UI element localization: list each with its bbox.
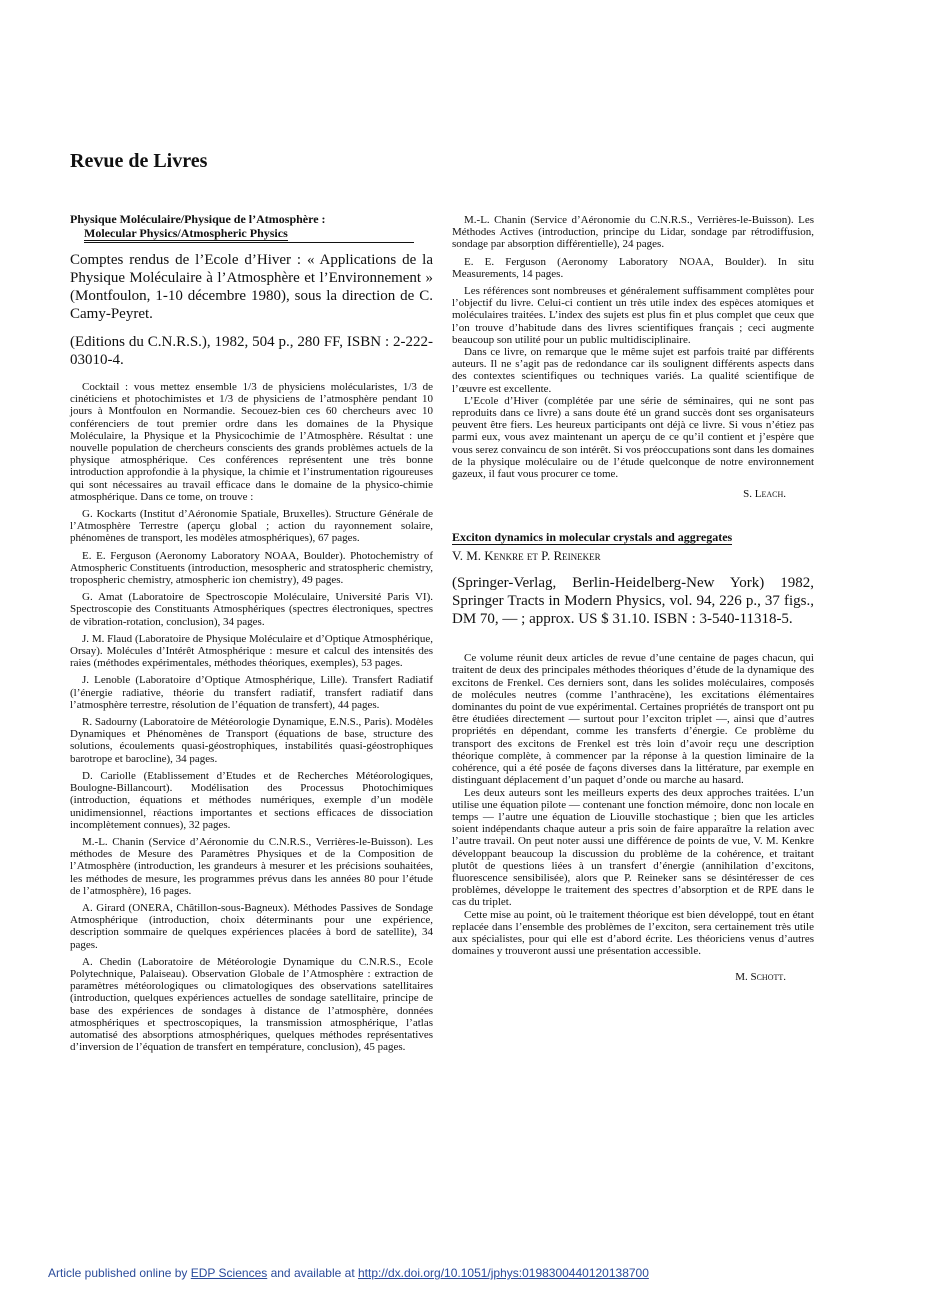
paragraph: J. Lenoble (Laboratoire d’Optique Atmosphérique, Lille). Transfert Radiatif (l’énergie radiative, théorie du transfert radiatif, transfert radiatif dans l’atmosphère terrestre, résolution de l’équation de transfert), 44 pages. — [70, 674, 433, 711]
section2-title-text: Exciton dynamics in molecular crystals and aggregates — [452, 530, 733, 545]
paragraph: G. Kockarts (Institut d’Aéronomie Spatiale, Bruxelles). Structure Générale de l’Atmosphère Terrestre (aperçu global ; action du rayonnement solaire, phénomènes de transport, les modèles atmosphériques), 67 pages. — [70, 508, 433, 545]
footer-doi-link[interactable]: http://dx.doi.org/10.1051/jphys:0198300440120138700 — [357, 1266, 649, 1280]
paragraph: E. E. Ferguson (Aeronomy Laboratory NOAA, Boulder). In situ Measurements, 14 pages. — [452, 255, 814, 280]
section1-signature: S. Leach. — [743, 488, 786, 501]
section2-body — [452, 652, 814, 957]
footer — [48, 1266, 649, 1280]
section1-entries — [70, 508, 433, 1053]
left-column — [70, 212, 433, 1058]
paragraph: D. Cariolle (Etablissement d’Etudes et de Recherches Météorologiques, Boulogne-Billancourt). Modélisation des Processus Photochimiques (introduction, équations et méthodes numériques, exemple d’un modèle unidimensionnel, réactions importantes et sections efficaces de dissociation incomplètement connues), 32 pages. — [70, 769, 433, 831]
section1-title — [70, 212, 433, 240]
section1-subtitle-text: Comptes rendus de l’Ecole d’Hiver : « Applications de la Physique Moléculaire à l’Atmosphère et l’Environnement » (Montfoulon, 1-10 décembre 1980), sous la direction de C. Camy-Peyret. — [70, 252, 433, 322]
paragraph: Les deux auteurs sont les meilleurs experts des deux approches traitées. L’un utilise une équation pilote — contenant une fonction mémoire, donc non locale en temps — l’autre une équation de Liouville stochastique ; bien que les articles soient indépendants chaque auteur a pris soin de faire apparaître la relation avec l’autre travail. On peut noter aussi une différence de points de vue, V. M. Kenkre développant beaucoup la discussion du problème de la cohérence, et traitant plutôt de questions liées à un transfert d’énergie (annihilation d’excitons, fluorescence sensibilisée), alors que P. Reineker sans se désintéresser de ces problèmes, développe le traitement des spectres d’absorption et de RPE dans le cas du triplet. — [452, 786, 814, 909]
footer-edp-link[interactable]: EDP Sciences — [190, 1266, 268, 1280]
footer-middle: and available at — [267, 1266, 358, 1280]
paragraph: Cette mise au point, où le traitement théorique est bien développé, tout en étant replacée dans l’ensemble des problèmes de l’exciton, sera certainement très utile aux spécialistes, pour qui elle est d’abord écrite. Les théoriciens venus d’autres domaines y trouveront aussi une présentation accessible. — [452, 908, 814, 958]
paragraph: A. Girard (ONERA, Châtillon-sous-Bagneux). Méthodes Passives de Sondage Atmosphérique (introduction, choix déterminants pour une expérience, description sommaire de quelques expériences placées à bord de satellite), 34 pages. — [70, 901, 433, 951]
footer-prefix: Article published online by — [48, 1266, 191, 1280]
section2-publisher: (Springer-Verlag, Berlin-Heidelberg-New York) 1982, Springer Tracts in Modern Physics, vol. 94, 226 p., 37 figs., DM 70, — ; approx. US $ 31.10. ISBN : 3-540-11318-5. — [452, 575, 814, 628]
paragraph: J. M. Flaud (Laboratoire de Physique Moléculaire et d’Optique Atmosphérique, Orsay). Molécules d’Intérêt Atmosphérique : mesure et calcul des intensités des raies (méthodes expérimentales, méthodes théoriques, exemples), 53 pages. — [70, 632, 433, 670]
paragraph: R. Sadourny (Laboratoire de Météorologie Dynamique, E.N.S., Paris). Modèles Dynamiques et Phénomènes de Transport (équations de base, structure des solutions, écoulements quasi-géostrophiques, instabilités quasi-géostrophiques barotrope et barocline), 34 pages. — [70, 716, 434, 765]
section2-signature: M. Schott. — [735, 971, 786, 984]
right-column — [452, 214, 814, 983]
section1-closing — [452, 285, 814, 480]
section1-subtitle — [70, 251, 433, 323]
section1-entries-right — [452, 214, 814, 280]
section1-publisher: (Editions du C.N.R.S.), 1982, 504 p., 280 FF, ISBN : 2-222-03010-4. — [70, 334, 433, 368]
paragraph: G. Amat (Laboratoire de Spectroscopie Moléculaire, Université Paris VI). Spectroscopie des Constituants Atmosphériques (spectres électroniques, spectres de vibration-rotation, conclusion), 34 pages. — [70, 591, 433, 628]
section1-intro: Cocktail : vous mettez ensemble 1/3 de physiciens molécularistes, 1/3 de cinéticiens et photochimistes et 1/3 de physiciens de l’atmosphère pendant 10 jours à Montfoulon en Normandie. Secouez-bien ces 60 chercheurs avec 10 conférenciers de tout premier ordre dans les domaines de la Physique Moléculaire, la Physique et la Physicochimie de l’Atmosphère. Résultat : une nouvelle population de chercheurs conscients des grands problèmes actuels de la physique atmosphérique. Ces conférences représentent une très bonne introduction approfondie à la physique, la chimie et l’instrumentation rigoureuses qui sont nécessaires au travail efficace dans le domaine de la physico-chimie atmosphérique. Dans ce tome, on trouve : — [70, 381, 433, 503]
section2-title — [452, 530, 814, 544]
section1-title-line2: Molecular Physics/Atmospheric Physics — [84, 226, 288, 240]
page-header: Revue de Livres — [70, 150, 208, 172]
section2 — [452, 530, 814, 983]
paragraph: L’Ecole d’Hiver (complétée par une série de séminaires, qui ne sont pas reproduits dans ce livre) a sans doute été un grand succès dont ses organisateurs peuvent être fiers. Les heureux participants ont déjà ce livre. Si vous n’étiez pas parmi eux, vous avez maintenant un aperçu de ce qu’il contient et j’espère que vous serez convaincu de son intérêt. Si vos préoccupations sont dans les domaines de la physique moléculaire ou de l’étude quelconque de notre environnement gazeux, il faut vous procurer ce tome. — [452, 394, 815, 481]
paragraph: Ce volume réunit deux articles de revue d’une centaine de pages chacun, qui traitent de deux des principales méthodes théoriques d’étude de la dynamique des excitons de Frenkel. Ces derniers sont, dans les solides moléculaires, composés de molécules neutres (comme l’anthracène), les excitations élémentaires dominantes du point de vue expérimental. Certaines propriétés de transport ont pu être étudiées directement — surtout pour l’exciton triplet —, ainsi que d’autres propriétés en dépendant, comme les transferts d’énergie. Ce problème du transport des excitons de Frenkel est très loin d’avoir reçu une description théorique complète, à commencer par la réponse à la question liminaire de la cohérence, qui a été posée de façons diverses dans la littérature, par exemple en distinguant déplacement d’un paquet d’onde ou marche au hasard. — [452, 652, 814, 787]
section1-title-line1: Physique Moléculaire/Physique de l’Atmosphère : — [70, 212, 326, 226]
paragraph: E. E. Ferguson (Aeronomy Laboratory NOAA, Boulder). Photochemistry of Atmospheric Constituents (introduction, mesospheric and stratospheric chemistry, tropospheric chemistry, atmospheric ion chemistry), 49 pages. — [70, 549, 433, 587]
section2-authors: V. M. Kenkre et P. Reineker — [452, 548, 601, 564]
paragraph: Dans ce livre, on remarque que le même sujet est parfois traité par différents auteurs. Il ne s’agit pas de redondance car ils soulignent différents aspects dans des contextes scientifiques ou techniques variés. La qualité scientifique de l’œuvre est excellente. — [452, 346, 814, 395]
paragraph: A. Chedin (Laboratoire de Météorologie Dynamique du C.N.R.S., Ecole Polytechnique, Palaiseau). Observation Globale de l’Atmosphère : extraction de paramètres météorologiques ou climatologiques des observations satellitaires (introduction, quelques expériences actuelles de sondage satellitaire, principe de base des expériences de sondages à distance de l’atmosphère, données atmosphériques et spectroscopiques, la transmission atmosphérique, l’atlas automatisé des absorptions atmosphériques, quelques méthodes représentatives d’inversion de l’équation de transfert en température, conclusion), 45 pages. — [70, 955, 433, 1054]
paragraph: Les références sont nombreuses et généralement suffisamment complètes pour l’objectif du livre. Celui-ci contient un très utile index des espèces atomiques et moléculaires traitées. L’index des sujets est plus fin et plus complet que ceux que l’on trouve d’habitude dans des livres scientifiques français ; ceci augmente beaucoup son utilité pour un public multidisciplinaire. — [452, 285, 814, 346]
paragraph: M.-L. Chanin (Service d’Aéronomie du C.N.R.S., Verrières-le-Buisson). Les méthodes de Mesure des Paramètres Physiques et de la Composition de l’Atmosphère (introduction, les grandeurs à mesurer et les précisions souhaitées, les méthodes de mesure, les programmes prévus dans les années 80 pour l’étude de l’atmosphère), 16 pages. — [70, 835, 433, 897]
paragraph: M.-L. Chanin (Service d’Aéronomie du C.N.R.S., Verrières-le-Buisson). Les Méthodes Actives (introduction, principe du Lidar, sondage par rétrodiffusion, sondage par absorption différentielle), 24 pages. — [452, 214, 814, 251]
